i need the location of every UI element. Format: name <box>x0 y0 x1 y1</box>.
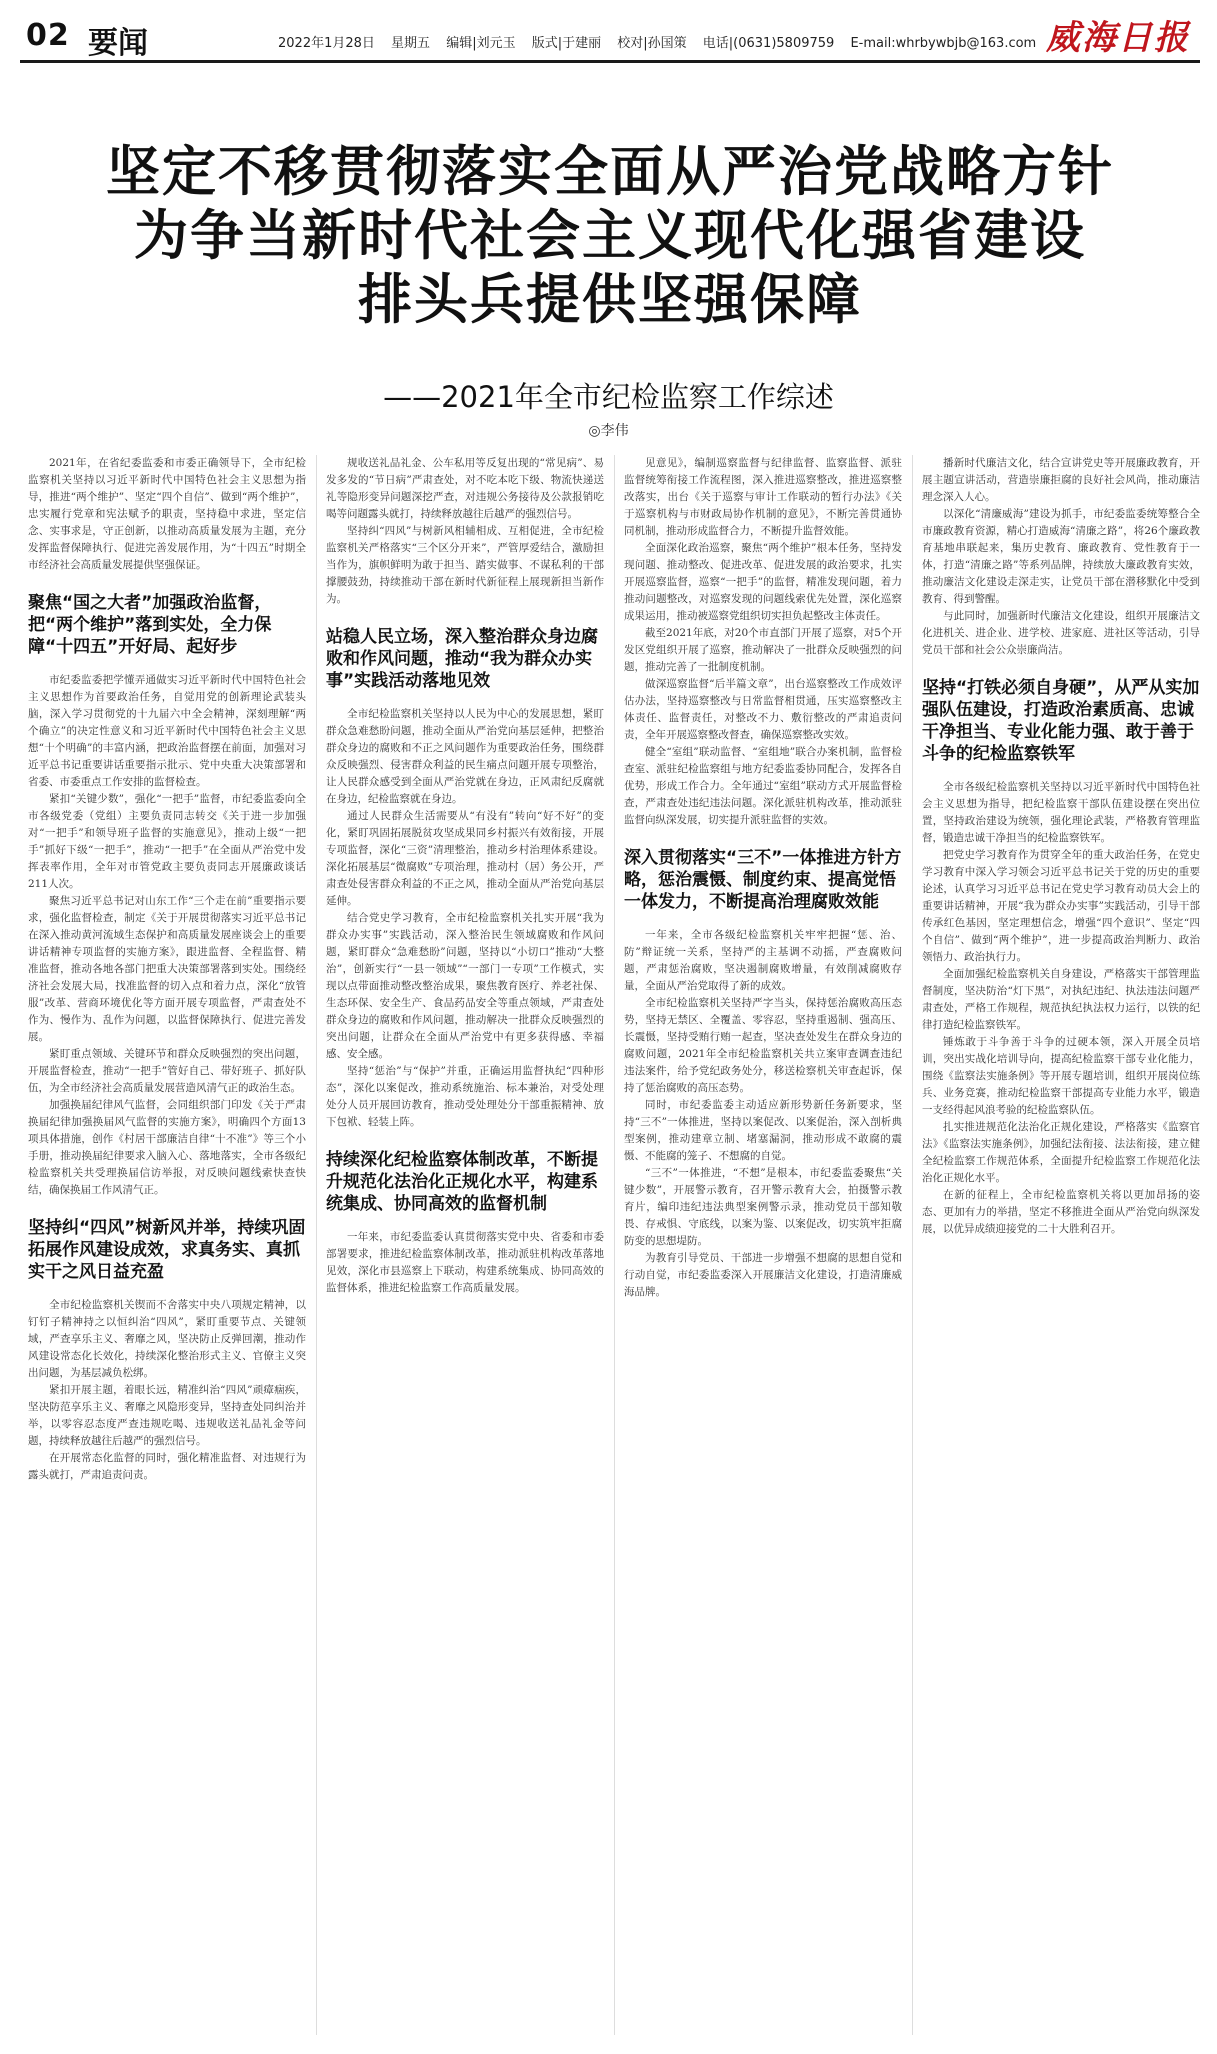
page-number: 02 <box>26 18 70 53</box>
paragraph: 坚持“惩治”与“保护”并重，正确运用监督执纪“四种形态”，深化以案促改，推动系统施治、标本兼治，对受处理处分人员开展回访教育，推动受处理处分干部重振精神、放下包袱、轻装上阵。 <box>326 1065 604 1128</box>
paragraph: 全面加强纪检监察机关自身建设，严格落实干部管理监督制度，坚决防治“灯下黑”，对执纪违纪、执法违法问题严肃查处，严格工作规程，规范执纪执法权力运行，以铁的纪律打造纪检监察铁军。 <box>922 968 1200 1031</box>
paragraph: 锤炼敢于斗争善于斗争的过硬本领，深入开展全员培训，突出实战化培训导向，提高纪检监察干部专业化能力，围绕《监察法实施条例》等开展专题培训，组织开展岗位练兵、业务竞赛，推动纪检监察干部提高专业能力水平，锻造一支经得起风浪考验的纪检监察队伍。 <box>922 1036 1200 1116</box>
column-divider <box>316 455 317 2035</box>
section-heading: 坚持“打铁必须自身硬”，从严从实加强队伍建设，打造政治素质高、忠诚干净担当、专业化能力强、敢于善于斗争的纪检监察铁军 <box>922 678 1200 764</box>
column-divider <box>614 455 615 2035</box>
paragraph: 坚持纠“四风”与树新风相辅相成、互相促进，全市纪检监察机关严格落实“三个区分开来”，严管厚爱结合，激励担当作为，旗帜鲜明为敢于担当、踏实做事、不谋私利的干部撑腰鼓劲，持续推动干部在新时代新征程上展现新担当新作为。 <box>326 525 604 605</box>
page-header <box>20 10 1200 63</box>
headline-line-3: 排头兵提供坚强保障 <box>358 268 862 331</box>
section-heading: 深入贯彻落实“三不”一体推进方针方略，惩治震慑、制度约束、提高觉悟一体发力，不断提高治理腐败效能 <box>624 848 902 912</box>
paragraph: 把党史学习教育作为贯穿全年的重大政治任务，在党史学习教育中深入学习领会习近平总书记关于党的历史的重要论述，认真学习习近平总书记在党史学习教育动员大会上的重要讲话精神，开展“我为群众办实事”实践活动，引导干部传承红色基因，坚定理想信念，增强“四个意识”、坚定“四个自信”、做到“两个维护”，进一步提高政治判断力、政治领悟力、政治执行力。 <box>922 849 1200 963</box>
article-column-3 <box>624 455 902 2045</box>
phone-number: 电话|(0631)5809759 <box>702 36 835 51</box>
section-heading: 站稳人民立场，深入整治群众身边腐败和作风问题，推动“我为群众办实事”实践活动落地见效 <box>326 627 598 691</box>
paragraph: 市纪委监委把学懂弄通做实习近平新时代中国特色社会主义思想作为首要政治任务，自觉用党的创新理论武装头脑，深入学习贯彻党的十九届六中全会精神，深刻理解“两个确立”的决定性意义和习近平新时代中国特色社会主义思想“十个明确”的丰富内涵，把政治监督摆在前面，加强对习近平总书记重要讲话重要指示批示、党中央重大决策部署和省委、市委重点工作安排的监督检查。 <box>28 674 306 788</box>
paragraph: 在开展常态化监督的同时，强化精准监督、对违规行为露头就打，严肃追责问责。 <box>28 1452 306 1481</box>
paragraph: 全市纪检监察机关坚持以人民为中心的发展思想，紧盯群众急难愁盼问题，推动全面从严治党向基层延伸，把整治群众身边的腐败和不正之风问题作为重要政治任务，围绕群众反映强烈、侵害群众利益的民生痛点问题开展专项整治，让人民群众感受到全面从严治党就在身边，正风肃纪反腐就在身边，纪检监察就在身边。 <box>326 708 604 805</box>
paragraph: 与此同时，加强新时代廉洁文化建设，组织开展廉洁文化进机关、进企业、进学校、进家庭、进社区等活动，引导党员干部和社会公众崇廉尚洁。 <box>922 610 1200 656</box>
author-byline: ◎李伟 <box>588 423 629 439</box>
designer-credit: 版式|于建丽 <box>531 36 602 51</box>
paragraph: 播新时代廉洁文化，结合宣讲党史等开展廉政教育，开展主题宣讲活动，营造崇廉拒腐的良好社会风尚，推动廉洁理念深入人心。 <box>922 457 1200 503</box>
issue-date: 2022年1月28日 <box>278 36 375 51</box>
paragraph: 一年来，全市各级纪检监察机关牢牢把握“惩、治、防”辩证统一关系，坚持严的主基调不动摇，严查腐败问题，严肃惩治腐败，坚决遏制腐败增量，有效削减腐败存量，全面从严治党取得了新的成效。 <box>624 929 902 992</box>
paragraph: 全面深化政治巡察，聚焦“两个维护”根本任务，坚持发现问题、推动整改、促进改革、促进发展的政治要求，扎实开展巡察监督，巡察“一把手”的监督，精准发现问题，着力推动问题整改，对巡察发现的问题线索优先处置，深化巡察成果运用，推动被巡察党组织切实担负起整改主体责任。 <box>624 542 902 622</box>
paragraph: 通过人民群众生活需要从“有没有”转向“好不好”的变化，紧盯巩固拓展脱贫攻坚成果同乡村振兴有效衔接，开展专项监督，深化“三资”清理整治，推动乡村治理体系建设。深化拓展基层“微腐败”专项治理，推动村（居）务公开，严肃查处侵害群众利益的不正之风，推动全面从严治党向基层延伸。 <box>326 810 604 907</box>
editor-credit: 编辑|刘元玉 <box>446 36 516 51</box>
paragraph: 截至2021年底，对20个市直部门开展了巡察，对5个开发区党组织开展了巡察，推动解决了一批群众反映强烈的问题，推动完善了一批制度机制。 <box>624 627 902 673</box>
paragraph: 2021年，在省纪委监委和市委正确领导下，全市纪检监察机关坚持以习近平新时代中国特色社会主义思想为指导，推进“两个维护”、坚定“四个自信”、做到“两个维护”，忠实履行党章和宪法赋予的职责，坚持稳中求进，坚定信念、实事求是，守正创新，以推动高质量发展为主题，充分发挥监督保障执行、促进完善发展作用，为“十四五”时期全市经济社会高质量发展提供坚强保证。 <box>28 457 306 571</box>
paragraph: 全市纪检监察机关坚持严字当头，保持惩治腐败高压态势，坚持无禁区、全覆盖、零容忍，坚持重遏制、强高压、长震慑，坚持受贿行贿一起查，坚决查处发生在群众身边的腐败问题，2021年全市纪检监察机关共立案审查调查违纪违法案件，给予党纪政务处分，移送检察机关审查起诉，保持了惩治腐败的高压态势。 <box>624 997 902 1094</box>
paragraph: 为教育引导党员、干部进一步增强不想腐的思想自觉和行动自觉，市纪委监委深入开展廉洁文化建设，打造清廉威海品牌。 <box>624 1252 902 1298</box>
headline-line-2: 为争当新时代社会主义现代化强省建设 <box>134 204 1086 267</box>
paragraph: 扎实推进规范化法治化正规化建设，严格落实《监察官法》《监察法实施条例》，加强纪法衔接、法法衔接，建立健全纪检监察工作规范体系，全面提升纪检监察工作规范化法治化正规化水平。 <box>922 1121 1200 1184</box>
article-column-4 <box>922 455 1200 2045</box>
paragraph: 以深化“清廉威海”建设为抓手，市纪委监委统筹整合全市廉政教育资源，精心打造威海“清廉之路”，将26个廉政教育基地串联起来，集历史教育、廉政教育、党性教育于一体，打造“清廉之路”等系列品牌，持续放大廉政教育实效，推动廉洁文化建设走深走实，让党员干部在潜移默化中受到教育、得到警醒。 <box>922 508 1200 605</box>
article-column-1 <box>28 455 306 2045</box>
header-meta <box>278 32 1048 51</box>
section-title: 要闻 <box>88 26 148 61</box>
paragraph: “三不”一体推进，“不想”是根本，市纪委监委聚焦“关键少数”，开展警示教育，召开警示教育大会，拍摄警示教育片，编印违纪违法典型案例警示录，推动党员干部知敬畏、存戒惧、守底线，以案为鉴、以案促改，切实筑牢拒腐防变的思想堤防。 <box>624 1167 902 1247</box>
headline-line-1: 坚定不移贯彻落实全面从严治党战略方针 <box>106 140 1114 203</box>
section-heading: 持续深化纪检监察体制改革，不断提升规范化法治化正规化水平，构建系统集成、协同高效的监督机制 <box>326 1150 598 1214</box>
subheadline: ——2021年全市纪检监察工作综述 <box>383 380 834 414</box>
paragraph: 结合党史学习教育，全市纪检监察机关扎实开展“我为群众办实事”实践活动，深入整治民生领域腐败和作风问题，紧盯群众“急难愁盼”问题，坚持以“小切口”推动“大整治”，创新实行“一县一领域”“一部门一专项”工作模式，实现以点带面推动整改整治成果，聚焦教育医疗、养老社保、生态环保、安全生产、食品药品安全等重点领域，严肃查处群众身边的腐败和作风问题，推动解决一批群众反映强烈的突出问题，让群众在全面从严治党中有更多获得感、幸福感、安全感。 <box>326 912 604 1060</box>
email-address: E-mail:whrbywbjb@163.com <box>850 36 1037 51</box>
paragraph: 紧扣开展主题，着眼长远，精准纠治“四风”顽瘴痼疾，坚决防范享乐主义、奢靡之风隐形变异，坚持查处同纠治并举，以零容忍态度严查违规吃喝、违规收送礼品礼金等问题，持续释放越往后越严的强烈信号。 <box>28 1384 306 1447</box>
paragraph: 同时，市纪委监委主动适应新形势新任务新要求，坚持“三不”一体推进，坚持以案促改、以案促治，深入剖析典型案例，推动建章立制、堵塞漏洞，推动形成不敢腐的震慑、不能腐的笼子、不想腐的自觉。 <box>624 1099 902 1162</box>
paragraph: 聚焦习近平总书记对山东工作“三个走在前”重要指示要求，强化监督检查，制定《关于开展贯彻落实习近平总书记在深入推动黄河流域生态保护和高质量发展座谈会上的重要讲话精神专项监督的实施方案》，跟进监督、全程监督、精准监督，推动各地各部门把重大决策部署落到实处。围绕经济社会发展大局，找准监督的切入点和着力点，深化“放管服”改革、营商环境优化等方面开展专项监督，严肃查处不作为、慢作为、乱作为问题，以监督保障执行、促进完善发展。 <box>28 895 306 1043</box>
paragraph: 紧扣“关键少数”，强化“一把手”监督，市纪委监委向全市各级党委（党组）主要负责同志转交《关于进一步加强对“一把手”和领导班子监督的实施意见》，推动上级“一把手”抓好下级“一把手”，推动“一把手”在全面从严治党中发挥表率作用，全年对市管党政主要负责同志开展廉政谈话211人次。 <box>28 793 306 890</box>
paragraph: 见意见》，编制巡察监督与纪律监督、监察监督、派驻监督统筹衔接工作流程图，深入推进巡察整改，推进巡察整改落实，出台《关于巡察与审计工作联动的暂行办法》《关于巡察机构与市财政局协作机制的意见》，不断完善贯通协同机制，推动形成监督合力，不断提升监督效能。 <box>624 457 902 537</box>
section-heading: 聚焦“国之大者”加强政治监督，把“两个维护”落到实处，全力保障“十四五”开好局、起好步 <box>28 593 272 657</box>
issue-weekday: 星期五 <box>391 36 431 51</box>
paragraph: 全市各级纪检监察机关坚持以习近平新时代中国特色社会主义思想为指导，把纪检监察干部队伍建设摆在突出位置，坚持政治建设为统领，强化理论武装，严格教育管理监督，锻造忠诚干净担当的纪检监察铁军。 <box>922 781 1200 844</box>
paragraph: 规收送礼品礼金、公车私用等反复出现的“常见病”、易发多发的“节日病”严肃查处，对不吃本吃下级、物流快递送礼等隐形变异问题深挖严查，对违规公务接待及公款报销吃喝等问题露头就打，持续释放越往后越严的强烈信号。 <box>326 457 604 520</box>
article-column-2 <box>326 455 604 2045</box>
paragraph: 做深巡察监督“后半篇文章”，出台巡察整改工作成效评估办法，坚持巡察整改与日常监督相贯通，压实巡察整改主体责任、监督责任，对整改不力、敷衍整改的严肃追责问责，全年开展巡察整改督查，确保巡察整改实效。 <box>624 678 902 741</box>
paragraph: 全市纪检监察机关锲而不舍落实中央八项规定精神，以钉钉子精神持之以恒纠治“四风”，紧盯重要节点、关键领域，严查享乐主义、奢靡之风，坚决防止反弹回潮，推动作风建设常态化长效化，持续深化整治形式主义、官僚主义突出问题，为基层减负松绑。 <box>28 1299 306 1379</box>
proofreader-credit: 校对|孙国策 <box>617 36 687 51</box>
paragraph: 在新的征程上，全市纪检监察机关将以更加昂扬的姿态、更加有力的举措，坚定不移推进全面从严治党向纵深发展，以优异成绩迎接党的二十大胜利召开。 <box>922 1189 1200 1235</box>
section-heading: 坚持纠“四风”树新风并举，持续巩固拓展作风建设成效，求真务实、真抓实干之风日益充盈 <box>28 1218 306 1282</box>
paragraph: 一年来，市纪委监委认真贯彻落实党中央、省委和市委部署要求，推进纪检监察体制改革，推动派驻机构改革落地见效，深化市县巡察上下联动，构建系统集成、协同高效的监督体系，推进纪检监察工作高质量发展。 <box>326 1231 604 1294</box>
paragraph: 加强换届纪律风气监督，会同组织部门印发《关于严肃换届纪律加强换届风气监督的实施方案》，明确四个方面13项具体措施，创作《村居干部廉洁自律“十不准”》等三个小手册，推动换届纪律要求入脑入心、落地落实，全市各级纪检监察机关共受理换届信访举报，对反映问题线索快查快结，确保换届工作风清气正。 <box>28 1099 306 1196</box>
paragraph: 健全“室组”联动监督、“室组地”联合办案机制，监督检查室、派驻纪检监察组与地方纪委监委协同配合，发挥各自优势，形成工作合力。全年通过“室组”联动方式开展监督检查，严肃查处违纪违法问题。深化派驻机构改革，推动派驻监督向纵深发展，切实提升派驻监督的实效。 <box>624 746 902 826</box>
paragraph: 紧盯重点领域、关键环节和群众反映强烈的突出问题，开展监督检查，推动“一把手”管好自己、带好班子、抓好队伍，为全市经济社会高质量发展营造风清气正的政治生态。 <box>28 1048 306 1094</box>
column-divider <box>912 455 913 2035</box>
newspaper-logo: 威海日报 <box>1046 18 1190 58</box>
headline <box>40 140 1180 332</box>
